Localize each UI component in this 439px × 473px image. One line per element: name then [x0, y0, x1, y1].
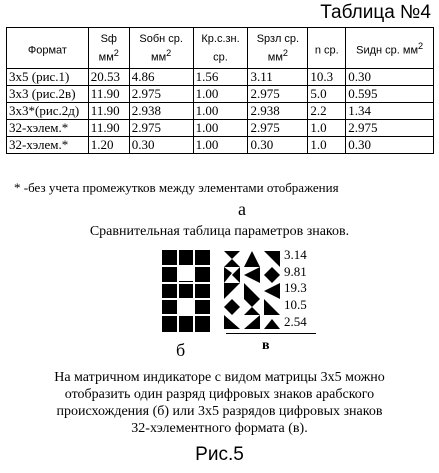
header-cell: Sобн ср. $мм^2$: [129, 28, 193, 69]
label-v: в: [262, 338, 270, 353]
table-cell: 2.975: [129, 120, 193, 137]
table-row: [7, 86, 434, 103]
table-cell: 32-хэлем.*: [7, 137, 89, 154]
table-cell: 0.595: [346, 86, 434, 103]
table-header-row: [7, 28, 434, 69]
table-cell: 2.975: [129, 86, 193, 103]
header-cell: Кр.с.зн. ср.: [193, 28, 248, 69]
table-cell: 1.0: [308, 120, 346, 137]
table-cell: 1.00: [193, 137, 248, 154]
table-cell: 2.2: [308, 103, 346, 120]
table-row: [7, 69, 434, 86]
segment: [224, 259, 240, 267]
table-cell: 1.20: [88, 137, 129, 154]
table-title: Таблица №4: [320, 2, 431, 23]
segment: [264, 251, 280, 267]
table-cell: 4.86: [129, 69, 193, 86]
table-row: [7, 137, 434, 154]
parameters-table: [6, 27, 434, 154]
segment-number: 3.14: [284, 247, 307, 262]
header-cell: Sидн ср. $мм^2$: [346, 28, 434, 69]
table-cell: 1.34: [346, 103, 434, 120]
table-row: [7, 103, 434, 120]
segment: [244, 283, 260, 299]
table-cell: 11.90: [88, 103, 129, 120]
segment: [224, 315, 240, 329]
segment: [224, 299, 240, 315]
header-cell: Sрзл ср. $мм^2$: [248, 28, 308, 69]
table-cell: 1.00: [193, 120, 248, 137]
segment: [264, 319, 280, 329]
table-row: [7, 120, 434, 137]
segment: [232, 267, 240, 283]
matrix-3x5-digit: [162, 250, 210, 332]
table-cell: 5.0: [308, 86, 346, 103]
segment-number: 10.5: [284, 297, 307, 312]
header-cell: Формат: [7, 28, 89, 69]
footnote: * -без учета промежутков между элементами отображения: [14, 180, 339, 195]
segment: [224, 251, 240, 259]
figure-description: [0, 369, 439, 437]
segment: [224, 283, 240, 299]
table-cell: 1.00: [193, 103, 248, 120]
segment-digits-figure: [222, 249, 282, 331]
segment: [264, 267, 280, 283]
description-line: На матричном индикаторе с видом матрицы 3x5 можно: [54, 370, 385, 385]
matrix-cell-off: [179, 267, 193, 281]
table-cell: 3.11: [248, 69, 308, 86]
header-cell: Sф $мм^2$: [88, 28, 129, 69]
table-cell: 1.00: [193, 86, 248, 103]
matrix-cell-off: [179, 300, 193, 314]
table-cell: 11.90: [88, 86, 129, 103]
segment-number: 19.3: [284, 280, 307, 295]
table-cell: 0.30: [346, 69, 434, 86]
table-caption: Сравнительная таблица параметров знаков.: [89, 224, 350, 239]
segment-number: 9.81: [284, 264, 307, 279]
table-cell: 0.30: [346, 137, 434, 154]
description-line: отобразить один разряд цифровых знаков арабского: [64, 387, 375, 402]
table-cell: 3x3*(рис.2д): [7, 103, 89, 120]
table-cell: 3x3 (рис.2в): [7, 86, 89, 103]
table-cell: 1.56: [193, 69, 248, 86]
segment: [244, 307, 260, 315]
segment-baseline: [226, 333, 316, 334]
description-line: происхождения (б) или 3x5 разрядов цифровых знаков: [56, 404, 383, 419]
table-cell: 2.975: [346, 120, 434, 137]
segment: [264, 299, 280, 315]
table-cell: 2.975: [248, 86, 308, 103]
segment: [244, 299, 260, 307]
label-a: а: [238, 199, 246, 219]
figure-title: Рис.5: [195, 444, 244, 465]
table-cell: 10.3: [308, 69, 346, 86]
table-cell: 11.90: [88, 120, 129, 137]
table-cell: 32-хэлем.*: [7, 120, 89, 137]
segment: [224, 267, 232, 283]
segment: [244, 267, 260, 283]
segment: [244, 315, 260, 329]
segment-number: 2.54: [284, 314, 307, 329]
table-cell: 3x5 (рис.1): [7, 69, 89, 86]
segment: [264, 283, 280, 299]
table-cell: 0.30: [248, 137, 308, 154]
description-line: 32-хэлементного формата (в).: [131, 421, 308, 436]
table-cell: 20.53: [88, 69, 129, 86]
table-cell: 2.975: [248, 120, 308, 137]
segment: [244, 251, 260, 267]
table-cell: 1.0: [308, 137, 346, 154]
label-b: б: [176, 340, 186, 360]
table-cell: 2.938: [248, 103, 308, 120]
header-cell: n ср.: [308, 28, 346, 69]
table-cell: 2.938: [129, 103, 193, 120]
table-cell: 0.30: [129, 137, 193, 154]
